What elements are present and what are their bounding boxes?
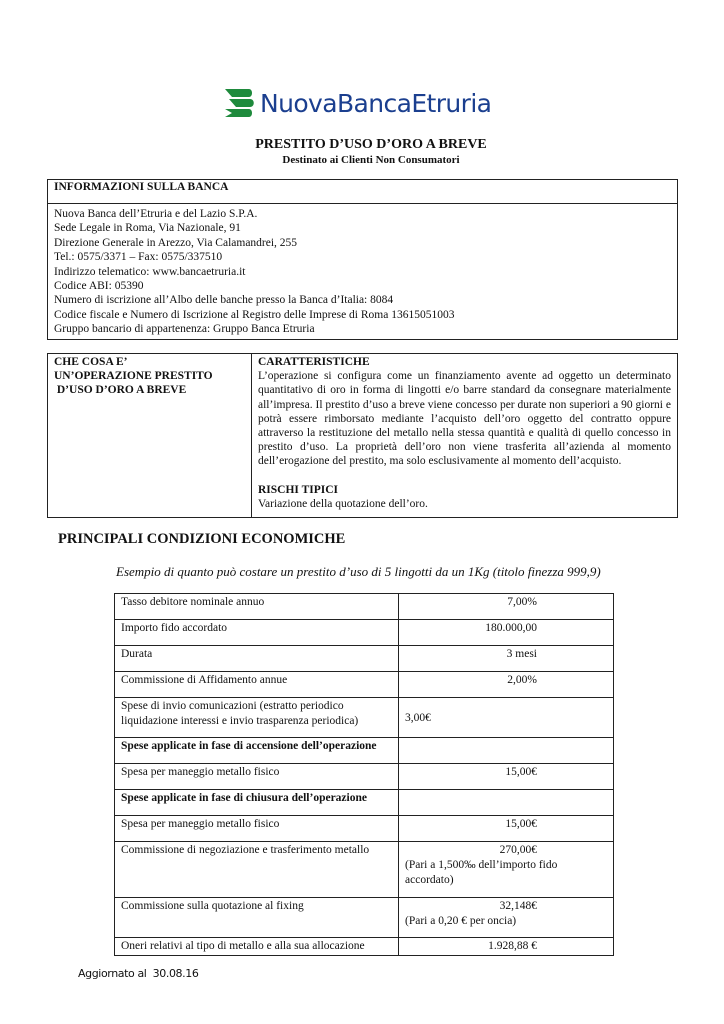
bank-info-line: Codice ABI: 05390	[54, 280, 144, 293]
row-value	[399, 842, 614, 898]
row-label: Commissione di negoziazione e trasferimento metallo	[115, 842, 399, 898]
row-label-line: liquidazione interessi e invio trasparenza periodica)	[121, 715, 359, 727]
bank-info-box	[47, 179, 678, 340]
row-value: 2,00%	[399, 672, 614, 698]
what-is-heading-line: UN’OPERAZIONE PRESTITO	[54, 370, 213, 382]
row-value-line: (Pari a 0,20 € per oncia)	[405, 915, 517, 927]
product-description-box	[47, 353, 678, 518]
row-value: 15,00€	[399, 816, 614, 842]
logo-wordmark: NuovaBancaEtruria	[260, 88, 492, 118]
bank-info-line: Numero di iscrizione all’Albo delle banche presso la Banca d’Italia: 8084	[54, 294, 394, 307]
bank-info-lines	[48, 204, 677, 340]
row-label	[115, 698, 399, 738]
bank-info-line: Codice fiscale e Numero di Iscrizione al Registro delle Imprese di Roma 13615051003	[54, 308, 455, 321]
table-row	[115, 898, 614, 938]
row-value-line: 32,148€	[499, 900, 537, 912]
table-row	[115, 738, 614, 764]
row-value: 15,00€	[399, 764, 614, 790]
conditions-example: Esempio di quanto può costare un prestito d’uso di 5 lingotti da un 1Kg (titolo finezza 999,9)	[116, 564, 601, 579]
row-label: Commissione sulla quotazione al fixing	[115, 898, 399, 938]
row-value: 7,00%	[399, 594, 614, 620]
row-label: Tasso debitore nominale annuo	[115, 594, 399, 620]
row-label: Spesa per maneggio metallo fisico	[115, 764, 399, 790]
logo-mark-icon	[222, 86, 256, 120]
characteristics-text: L’operazione si configura come un finanziamento avente ad oggetto un determinato quantitativo di oro in forma di lingotti e/o barre standard da consegnare materialmente all’impresa. Il prestito d’uso a breve viene concesso per durate non superiori a 90 giorni e potrà essere rimborsato mediante l’acquisto dell’oro oggetto del contratto oppure attraverso la restituzione del metallo nella stessa quantità e qualità di quello concesso in prestito d’uso. La proprietà dell’oro non viene trasferita all’azienda al momento dell’erogazione del prestito, ma solo esclusivamente al momento dell’acquisto.	[258, 370, 671, 468]
row-value-line: accordato)	[405, 874, 454, 886]
page-title: PRESTITO D’USO D’ORO A BREVE	[255, 137, 487, 152]
table-row	[115, 594, 614, 620]
risks-heading: RISCHI TIPICI	[258, 483, 338, 496]
bank-info-line: Nuova Banca dell’Etruria e del Lazio S.P.A.	[54, 208, 258, 220]
risks-text: Variazione della quotazione dell’oro.	[258, 497, 428, 510]
characteristics-column	[252, 354, 677, 517]
row-value-line: 270,00€	[499, 844, 537, 856]
bank-info-line: Sede Legale in Roma, Via Nazionale, 91	[54, 222, 241, 235]
conditions-table	[114, 593, 614, 956]
bank-info-line: Indirizzo telematico: www.bancaetruria.it	[54, 265, 246, 278]
row-value: 3,00€	[399, 698, 614, 738]
row-value: 3 mesi	[399, 646, 614, 672]
row-label: Commissione di Affidamento annue	[115, 672, 399, 698]
row-label: Spese applicate in fase di chiusura dell’operazione	[115, 790, 399, 816]
bank-logo	[222, 84, 491, 122]
table-row	[115, 790, 614, 816]
what-is-heading-line: D’USO D’ORO A BREVE	[54, 384, 187, 396]
row-label: Oneri relativi al tipo di metallo e alla sua allocazione	[115, 938, 399, 956]
row-value-line: (Pari a 1,500‰ dell’importo fido	[405, 859, 558, 871]
table-row	[115, 698, 614, 738]
bank-info-heading: INFORMAZIONI SULLA BANCA	[48, 180, 677, 204]
what-is-heading	[48, 354, 252, 517]
table-row	[115, 938, 614, 956]
table-row	[115, 816, 614, 842]
bank-info-line: Tel.: 0575/3371 – Fax: 0575/337510	[54, 251, 223, 264]
row-label-line: Spese di invio comunicazioni (estratto periodico	[121, 700, 344, 712]
row-label: Spesa per maneggio metallo fisico	[115, 816, 399, 842]
page-subtitle: Destinato ai Clienti Non Consumatori	[282, 154, 460, 166]
row-value	[399, 738, 614, 764]
row-value: 180.000,00	[399, 620, 614, 646]
characteristics-heading: CARATTERISTICHE	[258, 356, 370, 368]
conditions-heading: PRINCIPALI CONDIZIONI ECONOMICHE	[58, 531, 346, 547]
bank-info-line: Direzione Generale in Arezzo, Via Calamandrei, 255	[54, 236, 298, 249]
bank-info-line: Gruppo bancario di appartenenza: Gruppo Banca Etruria	[54, 323, 315, 336]
what-is-heading-line: CHE COSA E’	[54, 356, 128, 368]
table-row	[115, 646, 614, 672]
table-row	[115, 620, 614, 646]
row-label: Importo fido accordato	[115, 620, 399, 646]
update-date: Aggiornato al 30.08.16	[78, 967, 199, 980]
table-row	[115, 764, 614, 790]
table-row	[115, 842, 614, 898]
row-value	[399, 790, 614, 816]
table-row	[115, 672, 614, 698]
row-value: 1.928,88 €	[399, 938, 614, 956]
row-label: Spese applicate in fase di accensione dell’operazione	[115, 738, 399, 764]
row-label: Durata	[115, 646, 399, 672]
row-value	[399, 898, 614, 938]
